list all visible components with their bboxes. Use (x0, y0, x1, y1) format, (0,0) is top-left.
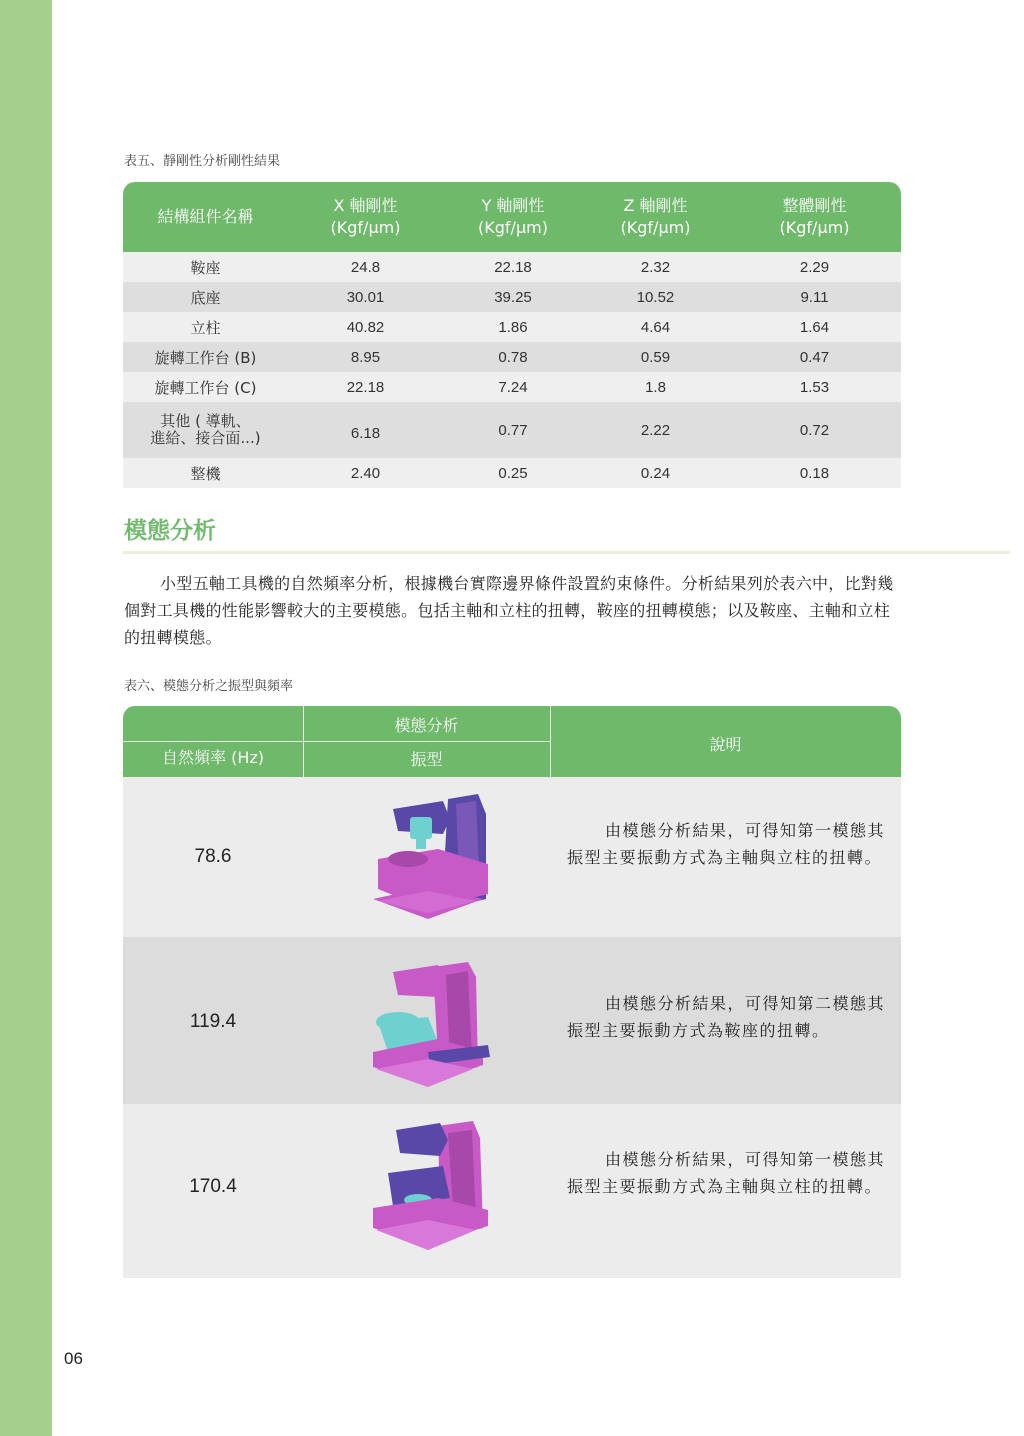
header-natural-frequency: 自然頻率 (Hz) (161, 748, 264, 767)
table-row (123, 312, 901, 342)
row-name: 旋轉工作台 (C) (123, 372, 288, 402)
header-z-stiffness: Z 軸剛性 (Kgf/μm) (583, 182, 728, 252)
z-value: 2.22 (583, 402, 728, 458)
description-text: 由模態分析結果，可得知第二模態其振型主要振動方式為鞍座的扭轉。 (567, 994, 886, 1040)
row-name: 底座 (123, 282, 288, 312)
page-number: 06 (64, 1349, 83, 1368)
x-value: 40.82 (288, 312, 443, 342)
frequency-value: 170.4 (189, 1176, 237, 1197)
table-row (123, 252, 901, 282)
header-divider (123, 741, 550, 742)
x-value: 6.18 (288, 402, 443, 458)
table-row (123, 372, 901, 402)
frequency-value: 78.6 (194, 846, 232, 867)
y-value: 7.24 (443, 372, 583, 402)
y-value: 22.18 (443, 252, 583, 282)
header-mode-shape: 振型 (410, 750, 443, 769)
description-text: 由模態分析結果，可得知第一模態其振型主要振動方式為主軸與立柱的扭轉。 (567, 1150, 886, 1196)
z-value: 4.64 (583, 312, 728, 342)
header-total-stiffness: 整體剛性 (Kgf/μm) (728, 182, 901, 252)
header-component: 結構組件名稱 (123, 182, 288, 252)
mode-shape-image (368, 1118, 498, 1258)
stiffness-table (123, 182, 901, 488)
x-value: 22.18 (288, 372, 443, 402)
y-value: 1.86 (443, 312, 583, 342)
header-modal-analysis: 模態分析 (394, 716, 459, 735)
z-value: 10.52 (583, 282, 728, 312)
row-name: 立柱 (123, 312, 288, 342)
z-value: 2.32 (583, 252, 728, 282)
description-text: 由模態分析結果，可得知第一模態其振型主要振動方式為主軸與立柱的扭轉。 (567, 821, 886, 867)
modal-table (123, 706, 901, 1278)
y-value: 0.77 (443, 402, 583, 458)
table-header-row (123, 182, 901, 252)
table-row (123, 937, 901, 1104)
y-value: 0.25 (443, 458, 583, 488)
section-paragraph: 小型五軸工具機的自然頻率分析，根據機台實際邊界條件設置約束條件。分析結果列於表六中，比對幾個對工具機的性能影響較大的主要模態。包括主軸和立柱的扭轉，鞍座的扭轉模態；以及鞍座、主軸和立柱的扭轉模態。 (124, 574, 894, 647)
row-name: 整機 (123, 458, 288, 488)
table-row (123, 458, 901, 488)
table-header (123, 706, 901, 777)
total-value: 0.72 (728, 402, 901, 458)
table5-caption: 表五、靜剛性分析剛性結果 (124, 154, 281, 169)
frequency-value: 119.4 (189, 1011, 237, 1032)
side-bar-decoration (0, 0, 52, 1436)
x-value: 24.8 (288, 252, 443, 282)
table-row (123, 342, 901, 372)
header-description: 說明 (709, 735, 742, 754)
x-value: 8.95 (288, 342, 443, 372)
section-title: 模態分析 (124, 518, 216, 544)
total-value: 2.29 (728, 252, 901, 282)
row-name: 旋轉工作台 (B) (123, 342, 288, 372)
total-value: 1.53 (728, 372, 901, 402)
z-value: 0.59 (583, 342, 728, 372)
mode-shape-image (368, 957, 498, 1097)
table-row (123, 1104, 901, 1278)
table-row (123, 282, 901, 312)
total-value: 0.18 (728, 458, 901, 488)
header-x-stiffness: X 軸剛性 (Kgf/μm) (288, 182, 443, 252)
y-value: 39.25 (443, 282, 583, 312)
table-row (123, 777, 901, 937)
row-name: 其他 ( 導軌、 進給、接合面...) (123, 402, 288, 458)
total-value: 9.11 (728, 282, 901, 312)
total-value: 1.64 (728, 312, 901, 342)
section-divider (123, 551, 1010, 554)
x-value: 30.01 (288, 282, 443, 312)
row-name: 鞍座 (123, 252, 288, 282)
table-row (123, 402, 901, 458)
mode-shape-image (368, 789, 498, 929)
header-y-stiffness: Y 軸剛性 (Kgf/μm) (443, 182, 583, 252)
z-value: 0.24 (583, 458, 728, 488)
x-value: 2.40 (288, 458, 443, 488)
total-value: 0.47 (728, 342, 901, 372)
table6-caption: 表六、模態分析之振型與頻率 (124, 679, 294, 694)
z-value: 1.8 (583, 372, 728, 402)
y-value: 0.78 (443, 342, 583, 372)
